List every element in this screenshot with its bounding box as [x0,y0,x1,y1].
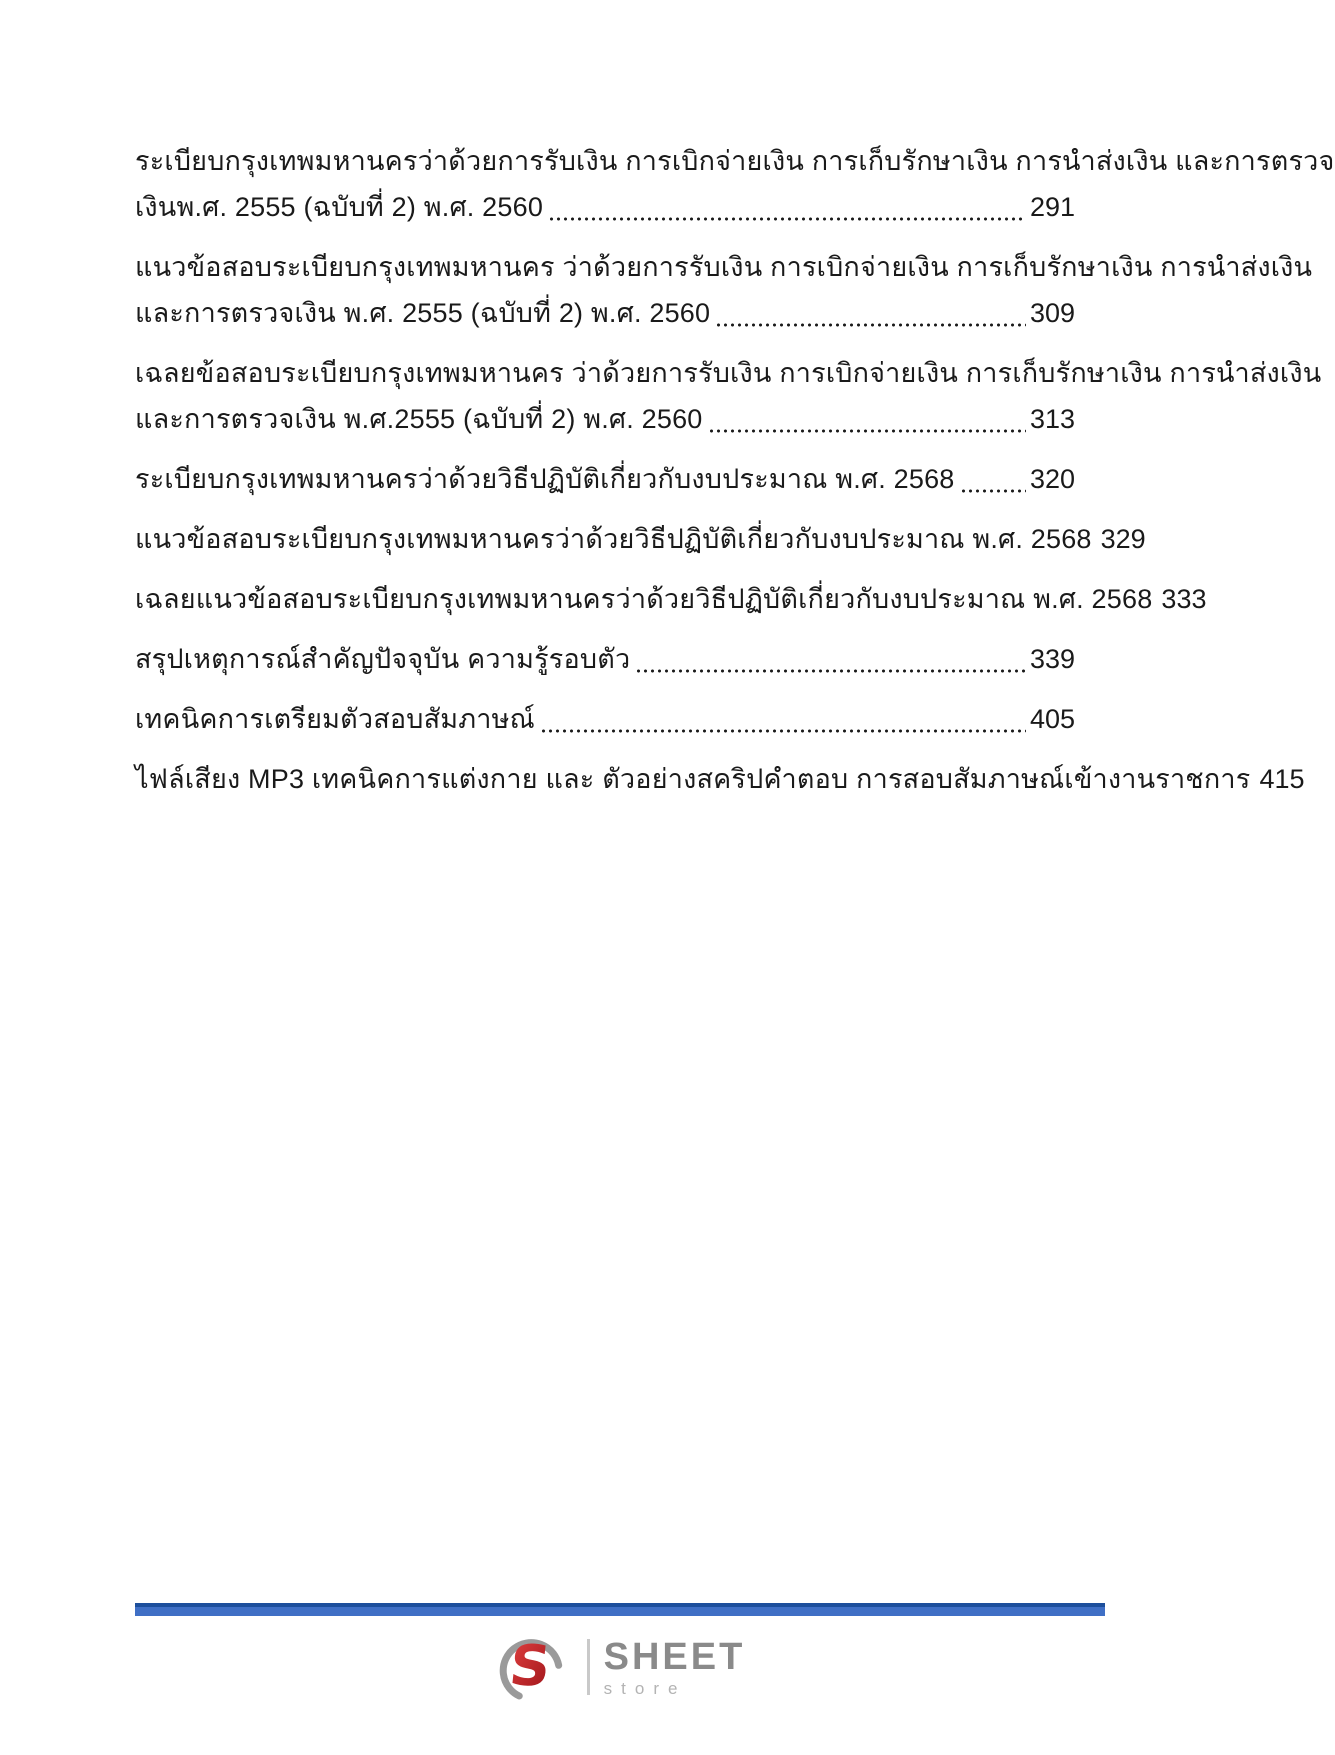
toc-entry-line: แนวข้อสอบระเบียบกรุงเทพมหานคร ว่าด้วยการรับเงิน การเบิกจ่ายเงิน การเก็บรักษาเงิน การนำส่งเงิน [135,252,1313,282]
toc-entry [135,456,1075,502]
toc-entry-title: ระเบียบกรุงเทพมหานครว่าด้วยวิธีปฏิบัติเกี่ยวกับงบประมาณ พ.ศ. 2568 [135,464,955,494]
toc-page-number: 405 [1029,704,1075,734]
toc-entry-line: เฉลยข้อสอบระเบียบกรุงเทพมหานคร ว่าด้วยการรับเงิน การเบิกจ่ายเงิน การเก็บรักษาเงิน การนำส่งเงิน [135,358,1322,388]
toc-page-number: 309 [1029,298,1075,328]
logo-wordmark [603,1635,746,1698]
toc-entry-title: และการตรวจเงิน พ.ศ. 2555 (ฉบับที่ 2) พ.ศ. 2560 [135,298,711,328]
table-of-contents [135,138,1335,816]
toc-entry [135,636,1075,682]
logo-divider-bar [587,1639,590,1695]
toc-entry [135,756,1305,802]
dot-leader [960,456,1026,502]
toc-page-number: 329 [1100,524,1146,554]
svg-text:S: S [506,1634,554,1699]
dot-leader [708,396,1026,442]
toc-page-number: 313 [1029,404,1075,434]
footer-divider-rule [135,1603,1105,1616]
brand-subtitle-text: store [603,1678,687,1698]
toc-entry-title: แนวข้อสอบระเบียบกรุงเทพมหานครว่าด้วยวิธีปฏิบัติเกี่ยวกับงบประมาณ พ.ศ. 2568 [135,524,1092,554]
toc-entry-title: เทคนิคการเตรียมตัวสอบสัมภาษณ์ [135,704,535,734]
toc-page-number: 415 [1259,764,1305,794]
toc-entry-title: และการตรวจเงิน พ.ศ.2555 (ฉบับที่ 2) พ.ศ. 2560 [135,404,703,434]
toc-entry-line: ระเบียบกรุงเทพมหานครว่าด้วยการรับเงิน การเบิกจ่ายเงิน การเก็บรักษาเงิน การนำส่งเงิน และการตรวจ [135,146,1335,176]
sheet-store-s-icon [495,1628,573,1706]
toc-entry [135,244,1313,336]
toc-page-number: 291 [1029,192,1075,222]
toc-entry [135,350,1322,442]
dot-leader [715,290,1026,336]
toc-entry [135,576,1207,622]
toc-page-number: 320 [1029,464,1075,494]
toc-entry [135,696,1075,742]
dot-leader [548,184,1026,230]
toc-entry [135,516,1146,562]
brand-name-text: SHEET [603,1635,746,1678]
toc-entry [135,138,1335,230]
toc-entry-title: เฉลยแนวข้อสอบระเบียบกรุงเทพมหานครว่าด้วยวิธีปฏิบัติเกี่ยวกับงบประมาณ พ.ศ. 2568 [135,584,1153,614]
toc-page-number: 333 [1161,584,1207,614]
dot-leader [635,636,1026,682]
toc-page-number: 339 [1029,644,1075,674]
toc-entry-title: เงินพ.ศ. 2555 (ฉบับที่ 2) พ.ศ. 2560 [135,192,544,222]
toc-entry-title: ไฟล์เสียง MP3 เทคนิคการแต่งกาย และ ตัวอย่างสคริปคำตอบ การสอบสัมภาษณ์เข้างานราชการ [135,764,1251,794]
toc-entry-title: สรุปเหตุการณ์สำคัญปัจจุบัน ความรู้รอบตัว [135,644,631,674]
sheet-store-logo [135,1628,1105,1706]
dot-leader [540,696,1026,742]
